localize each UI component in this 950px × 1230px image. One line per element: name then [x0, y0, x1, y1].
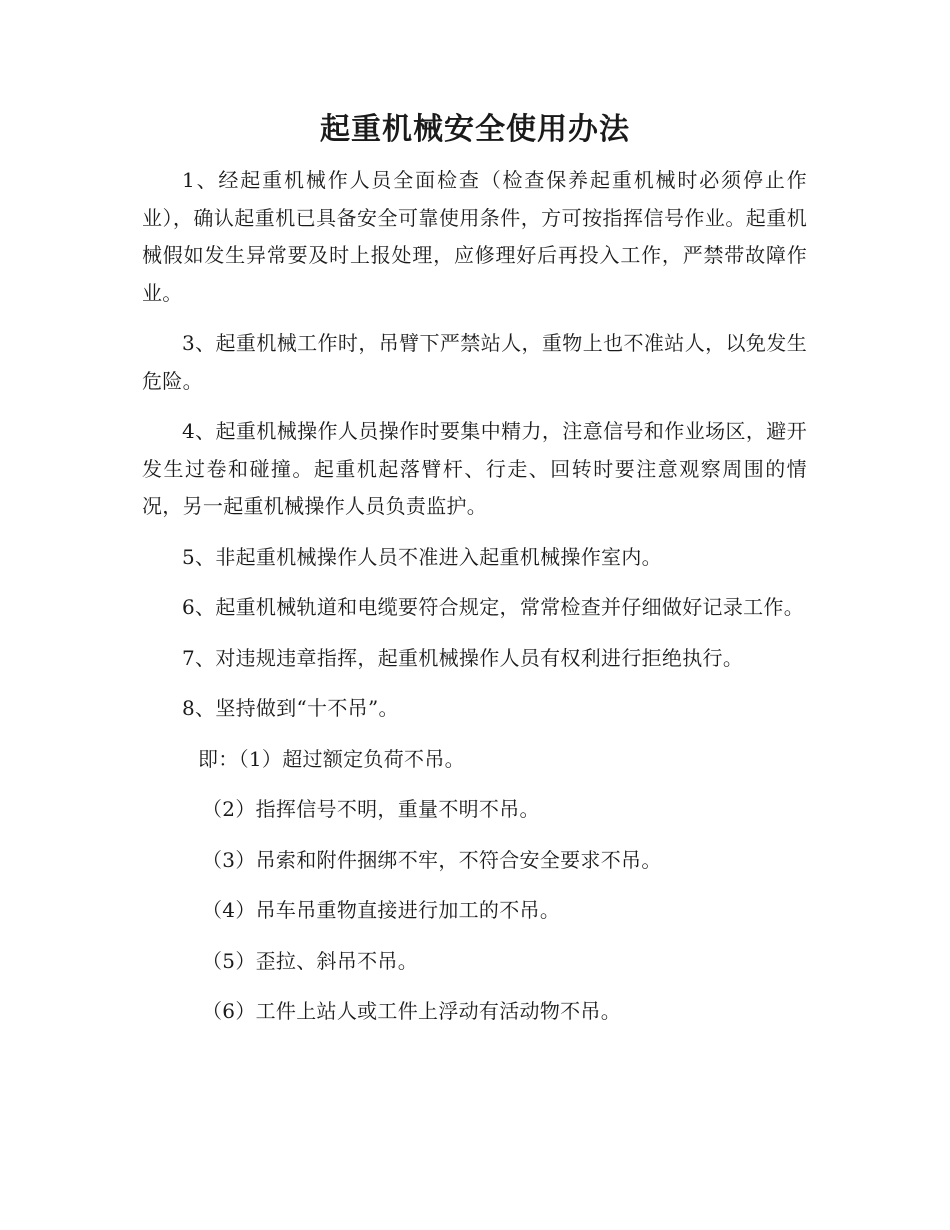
- sub-item-1: 即：（1）超过额定负荷不吊。: [198, 746, 465, 771]
- sub-item-6: （6）工件上站人或工件上浮动有活动物不吊。: [202, 999, 622, 1023]
- paragraph-7: 7、对违规违章指挥，起重机械操作人员有权利进行拒绝执行。: [182, 645, 744, 670]
- paragraph-8: 8、坚持做到“十不吊”。: [182, 696, 399, 720]
- paragraph-3: 3、起重机械工作时，吊臂下严禁站人，重物上也不准站人，以免发生危险。: [142, 331, 807, 393]
- sub-item-2: （2）指挥信号不明，重量不明不吊。: [202, 797, 540, 821]
- sub-item-4: （4）吊车吊重物直接进行加工的不吊。: [202, 898, 561, 922]
- sub-item-5: （5）歪拉、斜吊不吊。: [202, 948, 419, 973]
- document-title: 起重机械安全使用办法: [320, 112, 630, 147]
- paragraph-5: 5、非起重机械操作人员不准进入起重机械操作室内。: [182, 544, 662, 569]
- paragraph-4: 4、起重机械操作人员操作时要集中精力，注意信号和作业场区，避开发生过卷和碰撞。起重机起落臂杆、行走、回转时要注意观察周围的情况，另一起重机械操作人员负责监护。: [142, 419, 807, 518]
- paragraph-6: 6、起重机械轨道和电缆要符合规定，常常检查并仔细做好记录工作。: [182, 595, 805, 619]
- paragraph-1: 1、经起重机械作人员全面检查（检查保养起重机械时必须停止作业），确认起重机已具备安全可靠使用条件，方可按指挥信号作业。起重机械假如发生异常要及时上报处理，应修理好后再投入工作，严禁带故障作业。: [142, 168, 807, 305]
- document-body: [142, 162, 807, 1044]
- sub-item-3: （3）吊索和附件捆绑不牢，不符合安全要求不吊。: [202, 847, 662, 872]
